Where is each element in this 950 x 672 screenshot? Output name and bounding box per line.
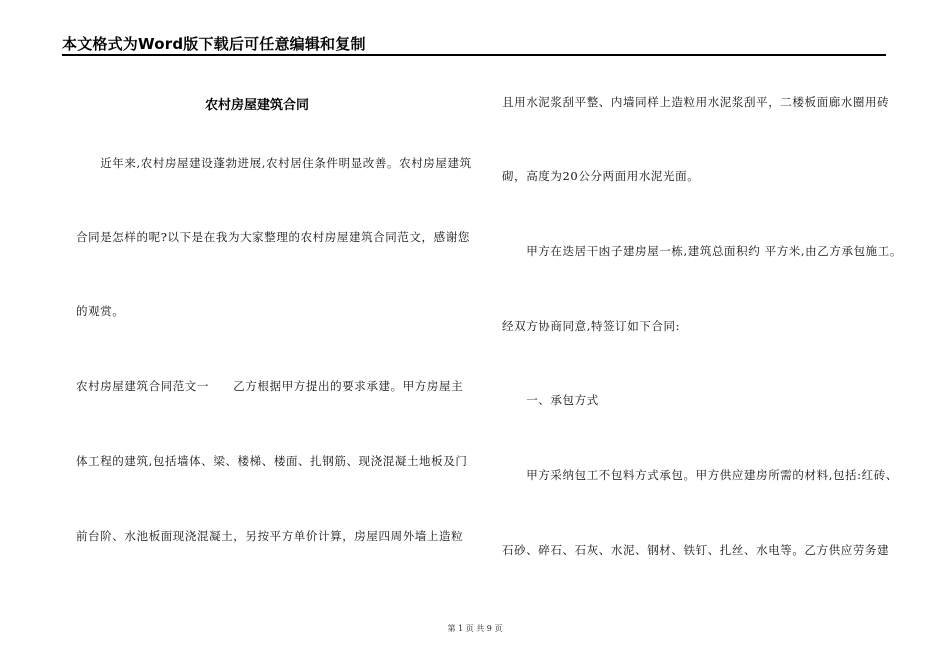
left-line-3: 的观赏。	[76, 304, 125, 318]
right-line-4: 经双方协商同意,特签订如下合同:	[502, 319, 681, 333]
right-line-7: 石砂、碎石、石灰、水泥、钢材、铁钉、扎丝、水电等。乙方供应劳务建	[502, 543, 890, 557]
right-line-2: 砌，高度为20公分两面用水泥光面。	[502, 169, 700, 183]
document-title: 农村房屋建筑合同	[205, 98, 310, 113]
left-line-1: 近年来,农村房屋建设蓬勃进展,农村居住条件明显改善。农村房屋建筑	[76, 156, 472, 170]
left-line-6: 前台阶、水池板面现浇混凝土，另按平方单价计算，房屋四周外墙上造粒	[76, 529, 464, 543]
left-line-5: 体工程的建筑,包括墙体、梁、楼梯、楼面、扎钢筋、现浇混凝土地板及门	[76, 454, 468, 468]
header-title: 本文格式为Word版下载后可任意编辑和复制	[62, 35, 366, 53]
left-line-2: 合同是怎样的呢?以下是在我为大家整理的农村房屋建筑合同范文，感谢您	[76, 230, 470, 244]
right-line-3: 甲方在迭居干凼子建房屋一栋,建筑总面积约 平方米,由乙方承包施工。	[502, 244, 902, 258]
right-line-1: 且用水泥浆刮平整、内墙同样上造粒用水泥浆刮平，二楼板面廊水圈用砖	[502, 95, 890, 109]
right-line-5: 一、承包方式	[502, 393, 599, 407]
right-line-6: 甲方采纳包工不包料方式承包。甲方供应建房所需的材料,包括:红砖、	[502, 468, 898, 482]
left-line-4: 农村房屋建筑合同范文一 乙方根据甲方提出的要求承建。甲方房屋主	[76, 379, 464, 393]
page-number: 第 1 页 共 9 页	[447, 624, 503, 633]
header-divider	[62, 54, 886, 56]
